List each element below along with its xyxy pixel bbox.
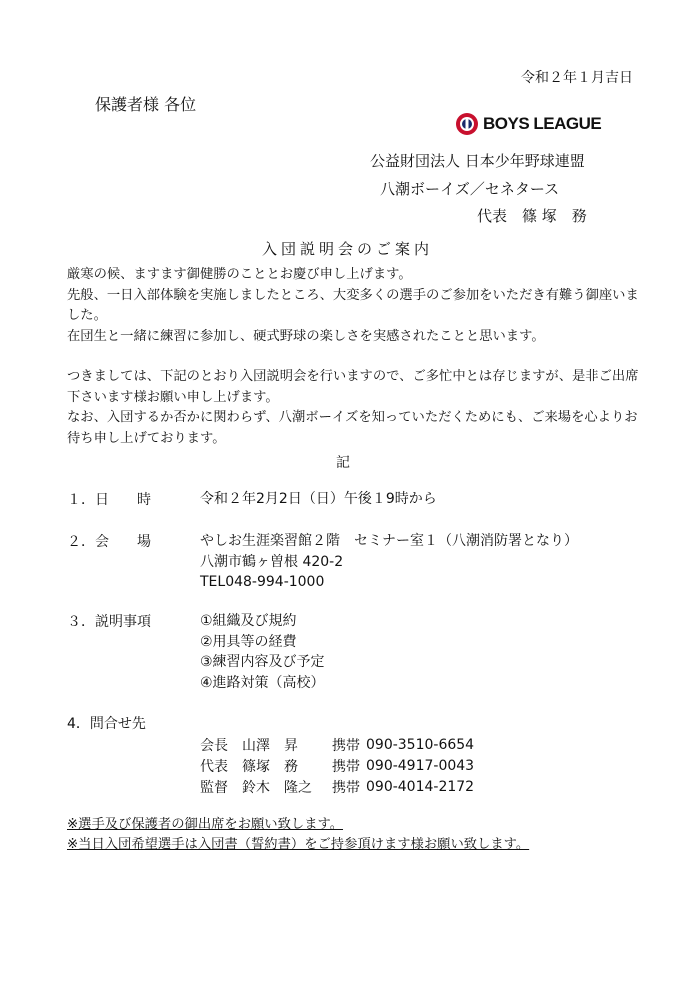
contact-row xyxy=(200,734,474,755)
explain-item: ④進路対策（高校） xyxy=(200,674,325,691)
contact-label: 4．問合せ先 xyxy=(67,716,146,732)
paragraph: なお、入団するか否かに関わらず、八潮ボーイズを知っていただくためにも、ご来場を心よりお待ち申し上げております。 xyxy=(67,410,638,446)
paragraph: つきましては、下記のとおり入団説明会を行いますので、ご多忙中とは存じますが、是非ご出席下さいます様お願い申し上げます。 xyxy=(67,369,639,405)
venue-line: 八潮市鶴ヶ曽根 420-2 xyxy=(200,553,344,570)
representative-name: 代表 篠 塚 務 xyxy=(477,207,587,225)
paragraph: 在団生と一緒に練習に参加し、硬式野球の楽しさを実感されたことと思います。 xyxy=(67,328,545,344)
organization-name: 公益財団法人 日本少年野球連盟 xyxy=(370,152,585,170)
date-label: １．日 時 xyxy=(67,492,151,508)
explain-item: ①組織及び規約 xyxy=(200,613,297,629)
date-value: 令和２年2月2日（日）午後１9時から xyxy=(200,491,437,507)
contact-name: 鈴木 隆之 xyxy=(242,779,312,796)
explain-label: ３．説明事項 xyxy=(67,614,151,630)
explain-list xyxy=(200,611,325,693)
venue-details xyxy=(200,531,578,593)
contact-role: 代表 xyxy=(200,758,228,775)
boys-league-logo xyxy=(455,112,601,136)
contact-list xyxy=(200,734,474,797)
boys-league-emblem-icon xyxy=(455,112,479,136)
explain-item: ③練習内容及び予定 xyxy=(200,654,325,670)
contact-phone-label: 携帯 xyxy=(332,737,360,754)
venue-line: やしお生涯楽習館２階 セミナー室１（八潮消防署となり） xyxy=(200,533,578,549)
paragraph: 先般、一日入部体験を実施しましたところ、大変多くの選手のご参加をいただき有難う御座いました。 xyxy=(67,287,639,323)
contact-phone: 090-3510-6654 xyxy=(366,736,475,753)
contact-role: 監督 xyxy=(200,779,228,796)
note: ※選手及び保護者の御出席をお願い致します。 xyxy=(67,817,344,832)
contact-phone-label: 携帯 xyxy=(332,779,360,796)
paragraph: 厳寒の候、ますます御健勝のこととお慶び申し上げます。 xyxy=(67,267,412,282)
document-date: 令和２年１月吉日 xyxy=(521,70,633,86)
page-title: 入団説明会のご案内 xyxy=(261,240,433,258)
logo-text: BOYS LEAGUE xyxy=(483,114,602,133)
contact-role: 会長 xyxy=(200,737,228,754)
body-text xyxy=(67,265,639,449)
notes xyxy=(67,815,529,855)
note: ※当日入団希望選手は入団書（誓約書）をご持参頂けます様お願い致します。 xyxy=(67,837,530,852)
venue-label: ２．会 場 xyxy=(67,534,151,550)
contact-phone: 090-4014-2172 xyxy=(366,778,475,795)
contact-name: 篠塚 務 xyxy=(242,758,298,775)
venue-line: TEL048-994-1000 xyxy=(200,574,325,590)
contact-phone-label: 携帯 xyxy=(332,758,360,775)
contact-row xyxy=(200,776,474,797)
recipient: 保護者様 各位 xyxy=(95,95,197,114)
team-name: 八潮ボーイズ／セネタース xyxy=(380,180,560,198)
contact-row xyxy=(200,755,474,776)
contact-phone: 090-4917-0043 xyxy=(366,757,475,774)
contact-name: 山澤 昇 xyxy=(242,737,298,754)
explain-item: ②用具等の経費 xyxy=(200,633,297,650)
ki-marker: 記 xyxy=(336,455,350,471)
